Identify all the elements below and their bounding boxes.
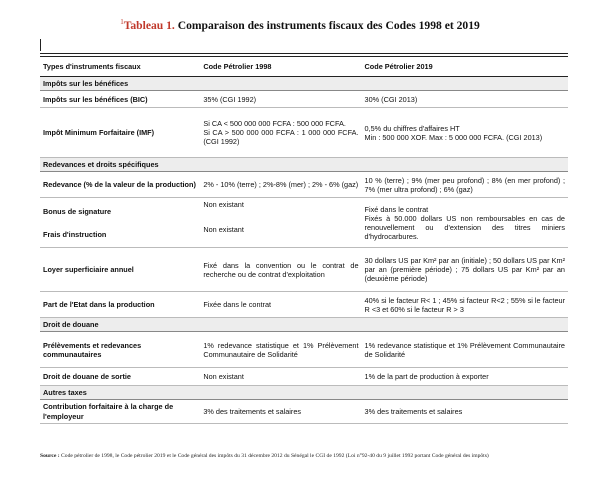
- cell-2019: 3% des traitements et salaires: [362, 400, 568, 423]
- cell-1998: Si CA < 500 000 000 FCFA : 500 000 FCFA. Si CA > 500 000 000 FCFA : 1 000 000 FCFA. (CGI 1992): [200, 108, 361, 158]
- section-row: [40, 386, 568, 400]
- cell-1998: Non existant: [203, 200, 244, 210]
- table-row: [40, 108, 568, 158]
- section-title: Droit de douane: [40, 318, 568, 332]
- row-label: Part de l'Etat dans la production: [40, 292, 200, 318]
- cell-1998: 35% (CGI 1992): [200, 91, 361, 108]
- cell-1998: 3% des traitements et salaires: [200, 400, 361, 423]
- row-label: Droit de douane de sortie: [40, 368, 200, 386]
- cell-2019: 1% de la part de production à exporter: [362, 368, 568, 386]
- cell-2019: Fixé dans le contrat: [364, 204, 429, 214]
- cell-1998: Fixée dans le contrat: [200, 292, 361, 318]
- row-label: Prélèvements et redevances communautaires: [40, 332, 200, 368]
- cell-2019: 30 dollars US par Km² par an (initiale) ; 50 dollars US par Km² par an (première période) ; 75 dollars US par Km² par an (deuxième période): [362, 248, 568, 292]
- cell-2019: Fixés à 50.000 dollars US non remboursables en cas de renouvellement ou d'extension des titres miniers d'hydrocarbures.: [364, 213, 565, 241]
- header-cell: Code Pétrolier 2019: [362, 58, 568, 77]
- table-row: [40, 332, 568, 368]
- cell-2019: 30% (CGI 2013): [362, 91, 568, 108]
- section-row: [40, 158, 568, 172]
- table-header-row: [40, 58, 568, 77]
- table-row: [40, 400, 568, 423]
- title-label: Tableau 1.: [123, 18, 175, 32]
- row-label: Impôt Minimum Forfaitaire (IMF): [40, 108, 200, 158]
- section-row: [40, 77, 568, 91]
- row-label: Redevance (% de la valeur de la production): [40, 172, 200, 198]
- table-row: [40, 172, 568, 198]
- header-cell: Types d'instruments fiscaux: [40, 58, 200, 77]
- section-row: [40, 318, 568, 332]
- source-note: [40, 453, 568, 460]
- cell-1998: 2% - 10% (terre) ; 2%-8% (mer) ; 2% - 6% (gaz): [200, 172, 361, 198]
- cell-1998: Non existant: [200, 368, 361, 386]
- table-row: [40, 292, 568, 318]
- top-rule: [40, 53, 568, 54]
- top-rule-secondary: [40, 56, 568, 57]
- source-text: Code pétrolier de 1998, le Code pétrolier 2019 et le Code général des impôts du 31 décembre 2012 du Sénégal le CGI de 1992 (Loi n°92-40 du 9 juillet 1992 portant Code général des impôts): [61, 453, 489, 459]
- cell-2019-group: [362, 198, 568, 248]
- section-title: Autres taxes: [40, 386, 568, 400]
- cell-2019: 0,5% du chiffres d'affaires HT Min : 500 000 XOF. Max : 5 000 000 FCFA. (CGI 2013): [362, 108, 568, 158]
- table-row: [40, 368, 568, 386]
- row-label: Contribution forfaitaire à la charge de l'employeur: [40, 400, 200, 423]
- cell-1998: Non existant: [203, 225, 244, 235]
- table-row: [40, 91, 568, 108]
- row-label-group: [40, 198, 200, 248]
- table-row: [40, 248, 568, 292]
- cell-1998: Fixé dans la convention ou le contrat de recherche ou de contrat d'exploitation: [200, 248, 361, 292]
- title-superscript: 1: [120, 18, 124, 26]
- table-row: [40, 198, 568, 248]
- row-label: Frais d'instruction: [43, 229, 107, 239]
- row-label: Loyer superficiaire annuel: [40, 248, 200, 292]
- text-cursor: [40, 39, 41, 51]
- comparison-table: [40, 58, 568, 424]
- row-label: Bonus de signature: [43, 206, 112, 216]
- row-label: Impôts sur les bénéfices (BIC): [40, 91, 200, 108]
- section-title: Redevances et droits spécifiques: [40, 158, 568, 172]
- cell-2019: 10 % (terre) ; 9% (mer peu profond) ; 8% (en mer profond) ; 7% (mer ultra profond) ; 6% (gaz): [362, 172, 568, 198]
- cell-1998-group: [200, 198, 361, 248]
- cell-2019: 1% redevance statistique et 1% Prélèvement Communautaire de Solidarité: [362, 332, 568, 368]
- title-text: Comparaison des instruments fiscaux des Codes 1998 et 2019: [177, 18, 480, 32]
- header-cell: Code Pétrolier 1998: [200, 58, 361, 77]
- cell-1998: 1% redevance statistique et 1% Prélèvement Communautaire de Solidarité: [200, 332, 361, 368]
- section-title: Impôts sur les bénéfices: [40, 77, 568, 91]
- cell-2019: 40% si le facteur R< 1 ; 45% si facteur R<2 ; 55% si le facteur R <3 et 60% si le facteur R > 3: [362, 292, 568, 318]
- source-label: Source :: [40, 453, 60, 459]
- table-title: [0, 18, 600, 32]
